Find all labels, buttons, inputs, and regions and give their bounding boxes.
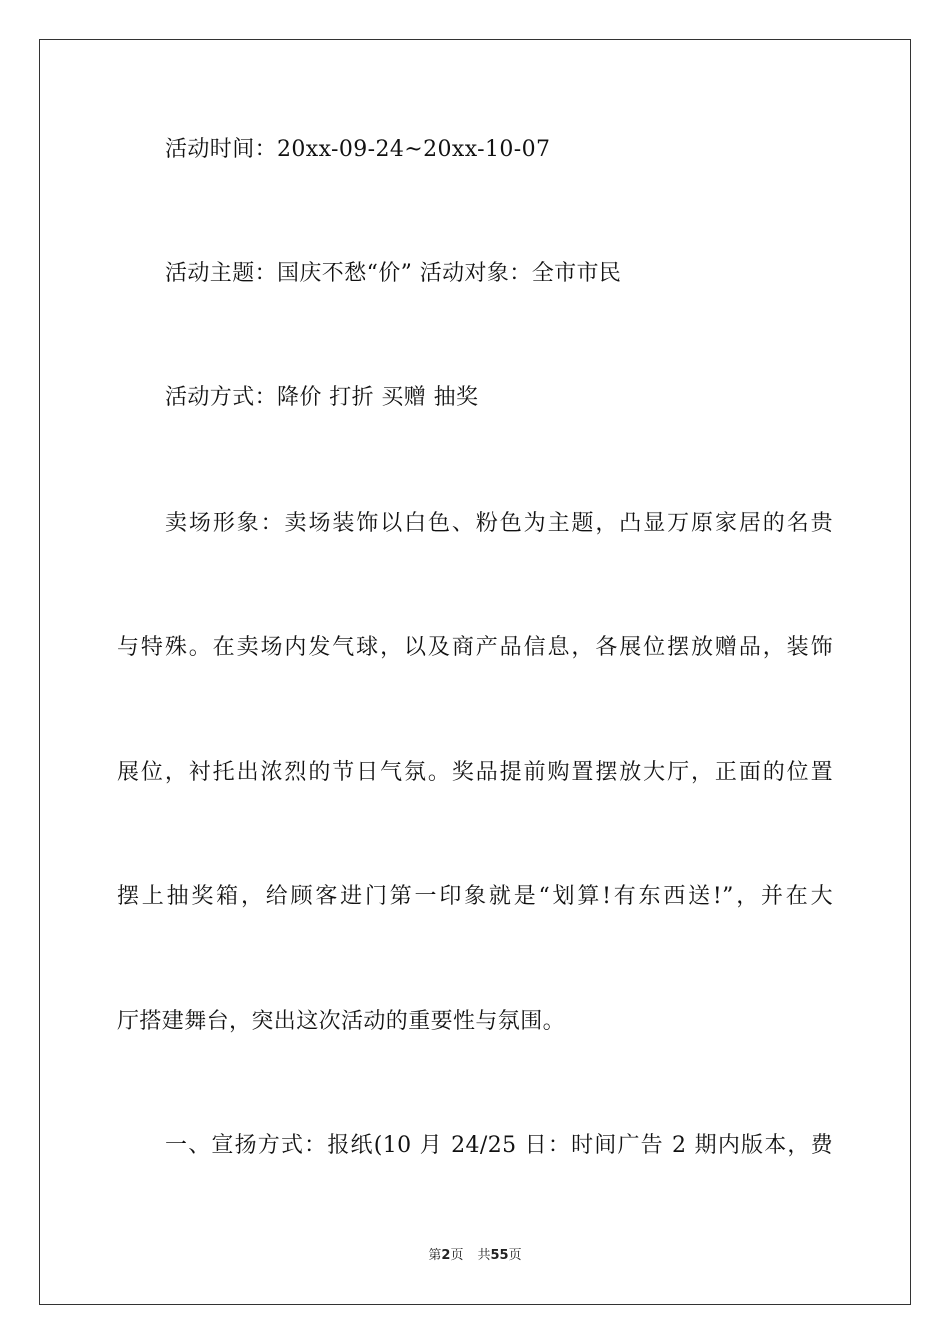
- total-suffix: 页: [508, 1248, 522, 1263]
- promotion-method-line: 一、宣扬方式：报纸(10 月 24/25 日：时间广告 2 期内版本，费: [165, 1133, 833, 1158]
- activity-time-line: 活动时间：20xx-09-24~20xx-10-07: [165, 137, 551, 162]
- page-frame: [39, 39, 911, 1305]
- store-image-line-4: 摆上抽奖箱，给顾客进门第一印象就是“划算!有东西送!”，并在大: [117, 884, 833, 909]
- page-number: 2: [441, 1248, 451, 1263]
- store-image-line-2: 与特殊。在卖场内发气球，以及商产品信息，各展位摆放赠品，装饰: [117, 635, 833, 660]
- store-image-line-5: 厅搭建舞台，突出这次活动的重要性与氛围。: [117, 1009, 566, 1034]
- activity-method-line: 活动方式：降价 打折 买赠 抽奖: [165, 385, 479, 410]
- store-image-line-1: 卖场形象：卖场装饰以白色、粉色为主题，凸显万原家居的名贵: [165, 511, 833, 536]
- page-suffix: 页: [450, 1248, 464, 1263]
- total-prefix: 共: [477, 1248, 491, 1263]
- total-pages: 55: [490, 1248, 509, 1263]
- store-image-line-3: 展位，衬托出浓烈的节日气氛。奖品提前购置摆放大厅，正面的位置: [117, 760, 833, 785]
- page-footer: [0, 1247, 950, 1265]
- page-prefix: 第: [428, 1248, 442, 1263]
- activity-theme-line: 活动主题：国庆不愁“价” 活动对象：全市市民: [165, 261, 622, 286]
